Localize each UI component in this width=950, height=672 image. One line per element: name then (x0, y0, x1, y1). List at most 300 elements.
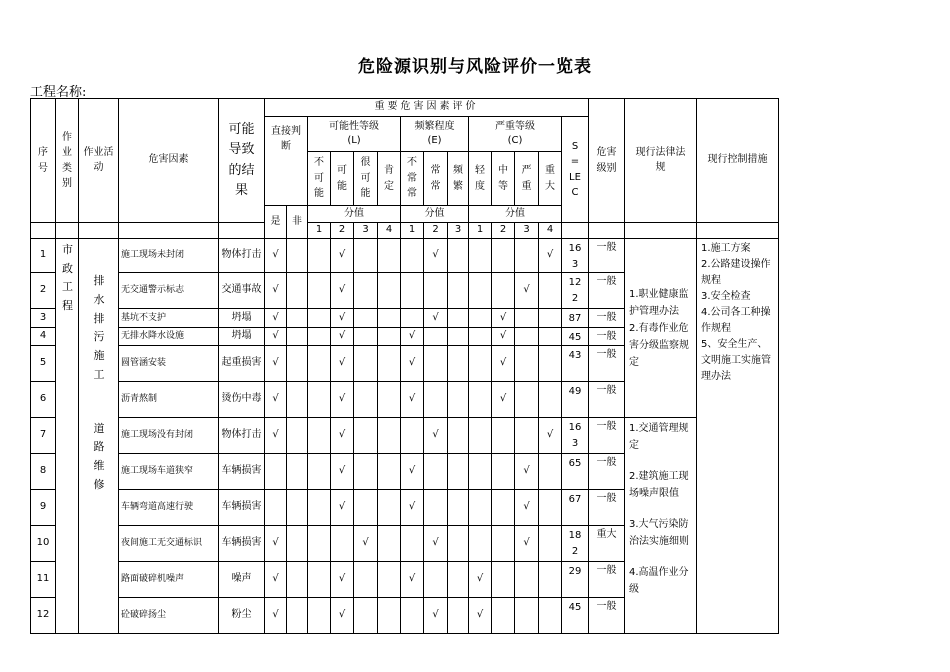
e-score-cell (401, 239, 424, 273)
result-cell: 物体打击 (219, 418, 265, 454)
direct-yes-cell: √ (265, 346, 287, 382)
activity-text: 排水排污施工 (93, 274, 105, 381)
e-score-cell: √ (424, 526, 448, 562)
direct-yes-cell: √ (265, 598, 287, 634)
e-score-cell (448, 562, 469, 598)
l-score-cell (378, 562, 401, 598)
row-number: 11 (31, 562, 56, 598)
job-type-cell (56, 239, 79, 634)
header-e-num: 1 (401, 223, 424, 239)
direct-yes-cell: √ (265, 327, 287, 346)
l-score-cell (308, 490, 331, 526)
header-e-group (401, 117, 469, 152)
e-score-cell (448, 273, 469, 309)
header-c-sub: 重大 (539, 152, 562, 206)
direct-no-cell (287, 273, 308, 309)
e-score-cell: √ (401, 490, 424, 526)
header-c-group (469, 117, 562, 152)
row-number: 12 (31, 598, 56, 634)
direct-no-cell (287, 490, 308, 526)
header-blank (589, 223, 625, 239)
c-score-cell (539, 526, 562, 562)
table-row (31, 239, 779, 273)
law-item: 2.有毒作业危害分级监察规定 (629, 322, 689, 368)
header-no: 非 (287, 206, 308, 239)
header-law: 现行法律法规 (625, 99, 697, 223)
e-score-cell (424, 327, 448, 346)
hazard-level: 重大 (589, 526, 625, 562)
slec-value (562, 239, 589, 273)
l-score-cell (308, 382, 331, 418)
header-blank (219, 223, 265, 239)
slec-value (562, 418, 589, 454)
header-major-eval: 重要危害因素评价 (265, 99, 589, 117)
l-score-cell (308, 309, 331, 328)
activity-cell (79, 418, 119, 634)
l-score-cell: √ (331, 382, 354, 418)
slec-value (562, 490, 589, 526)
c-score-cell: √ (469, 598, 492, 634)
control-item: 4.公司各工种操作规程 (701, 307, 771, 334)
l-score-cell (354, 490, 378, 526)
l-score-cell (354, 346, 378, 382)
direct-yes-cell: √ (265, 562, 287, 598)
e-score-cell: √ (424, 239, 448, 273)
header-e-sub: 频繁 (448, 152, 469, 206)
result-cell: 坍塌 (219, 309, 265, 328)
header-l-num: 2 (331, 223, 354, 239)
result-cell: 噪声 (219, 562, 265, 598)
hazard-level: 一般 (589, 239, 625, 273)
direct-no-cell (287, 327, 308, 346)
slec-value (562, 598, 589, 634)
l-score-cell (331, 526, 354, 562)
result-cell: 起重损害 (219, 346, 265, 382)
header-l-score: 分值 (308, 206, 401, 223)
law-item: 1.职业健康监护管理办法 (629, 288, 689, 317)
law-item: 4.高温作业分级 (629, 567, 689, 595)
hazard-level: 一般 (589, 273, 625, 309)
c-score-cell: √ (515, 454, 539, 490)
hazard-cell: 施工现场没有封闭 (119, 418, 219, 454)
l-score-cell (354, 327, 378, 346)
slec-text: 182 (568, 530, 582, 557)
header-c-sub: 中等 (492, 152, 515, 206)
row-number: 9 (31, 490, 56, 526)
c-score-cell (515, 327, 539, 346)
c-score-cell: √ (469, 562, 492, 598)
hazard-cell: 车辆弯道高速行驶 (119, 490, 219, 526)
e-score-cell: √ (424, 309, 448, 328)
row-number: 7 (31, 418, 56, 454)
result-cell: 物体打击 (219, 239, 265, 273)
c-score-cell: √ (539, 418, 562, 454)
c-score-cell: √ (539, 239, 562, 273)
c-score-cell: √ (492, 309, 515, 328)
l-score-cell (378, 598, 401, 634)
direct-no-cell (287, 562, 308, 598)
hazard-cell: 施工现场未封闭 (119, 239, 219, 273)
direct-no-cell (287, 454, 308, 490)
e-score-cell (448, 239, 469, 273)
l-score-cell (308, 273, 331, 309)
c-score-cell (492, 273, 515, 309)
l-score-cell (308, 346, 331, 382)
header-hazard: 危害因素 (119, 99, 219, 223)
header-l-num: 1 (308, 223, 331, 239)
slec-value (562, 382, 589, 418)
law-item: 2.建筑施工现场噪声限值 (629, 471, 689, 499)
e-score-cell (448, 526, 469, 562)
l-score-cell: √ (331, 418, 354, 454)
c-score-cell (515, 239, 539, 273)
header-job-type: 作业类别 (56, 99, 79, 223)
l-score-cell (378, 526, 401, 562)
c-score-cell (539, 346, 562, 382)
header-e-score: 分值 (401, 206, 469, 223)
e-score-cell: √ (424, 418, 448, 454)
l-score-cell: √ (331, 273, 354, 309)
header-yes: 是 (265, 206, 287, 239)
l-group-code: (L) (347, 135, 361, 146)
direct-yes-cell (265, 490, 287, 526)
law-item: 3.大气污染防治法实施细则 (629, 519, 689, 547)
slec-value (562, 273, 589, 309)
slec-value (562, 309, 589, 328)
header-level: 危害级别 (589, 99, 625, 223)
header-l-num: 3 (354, 223, 378, 239)
slec-text: 49 (568, 386, 582, 397)
hazard-cell: 圆管涵安装 (119, 346, 219, 382)
hazard-cell: 路面破碎机噪声 (119, 562, 219, 598)
l-score-cell (378, 490, 401, 526)
header-blank (119, 223, 219, 239)
slec-text: 67 (568, 494, 582, 505)
result-cell: 交通事故 (219, 273, 265, 309)
e-score-cell: √ (401, 382, 424, 418)
l-score-cell: √ (331, 562, 354, 598)
l-score-cell (308, 526, 331, 562)
c-score-cell (469, 526, 492, 562)
hazard-level: 一般 (589, 490, 625, 526)
result-cell: 烫伤中毒 (219, 382, 265, 418)
c-score-cell (515, 598, 539, 634)
l-score-cell (378, 454, 401, 490)
direct-no-cell (287, 382, 308, 418)
header-l-sub: 可能 (331, 152, 354, 206)
l-score-cell (308, 562, 331, 598)
e-score-cell: √ (401, 562, 424, 598)
c-score-cell (515, 309, 539, 328)
e-score-cell (401, 309, 424, 328)
l-score-cell (378, 327, 401, 346)
l-score-cell: √ (331, 346, 354, 382)
c-score-cell: √ (515, 526, 539, 562)
c-score-cell: √ (515, 490, 539, 526)
result-cell: 坍塌 (219, 327, 265, 346)
row-number: 6 (31, 382, 56, 418)
c-score-cell (492, 598, 515, 634)
direct-yes-cell: √ (265, 418, 287, 454)
header-blank (562, 223, 589, 239)
direct-no-cell (287, 239, 308, 273)
table-row (31, 418, 779, 454)
hazard-cell: 基坑不支护 (119, 309, 219, 328)
hazard-cell: 砼破碎扬尘 (119, 598, 219, 634)
header-c-num: 3 (515, 223, 539, 239)
result-cell: 车辆损害 (219, 454, 265, 490)
c-score-cell (539, 454, 562, 490)
header-blank (31, 223, 56, 239)
header-l-sub: 不可能 (308, 152, 331, 206)
slec-text: 163 (568, 243, 582, 270)
c-score-cell (469, 273, 492, 309)
header-e-num: 3 (448, 223, 469, 239)
header-c-num: 2 (492, 223, 515, 239)
direct-yes-cell (265, 454, 287, 490)
row-number: 10 (31, 526, 56, 562)
result-cell: 粉尘 (219, 598, 265, 634)
direct-yes-cell: √ (265, 239, 287, 273)
c-score-cell (492, 490, 515, 526)
c-score-cell (469, 239, 492, 273)
l-score-cell (354, 239, 378, 273)
e-group-label: 频繁程度 (414, 120, 455, 132)
l-score-cell (308, 454, 331, 490)
header-direct: 直接判断 (265, 117, 308, 206)
l-score-cell (378, 418, 401, 454)
e-score-cell (401, 598, 424, 634)
slec-text: 87 (568, 313, 582, 324)
l-score-cell (354, 562, 378, 598)
l-score-cell (354, 273, 378, 309)
slec-text: 29 (568, 566, 582, 577)
e-score-cell (448, 309, 469, 328)
e-score-cell (401, 273, 424, 309)
direct-no-cell (287, 309, 308, 328)
hazard-cell: 施工现场车道狭窄 (119, 454, 219, 490)
header-l-sub: 很可能 (354, 152, 378, 206)
direct-no-cell (287, 418, 308, 454)
e-score-cell (448, 327, 469, 346)
c-score-cell (469, 418, 492, 454)
l-score-cell (308, 598, 331, 634)
header-blank (697, 223, 779, 239)
header-l-num: 4 (378, 223, 401, 239)
c-score-cell (539, 327, 562, 346)
c-score-cell (515, 562, 539, 598)
slec-text: 122 (568, 277, 582, 304)
control-item: 3.安全检查 (701, 291, 751, 302)
l-score-cell (354, 309, 378, 328)
result-cell: 车辆损害 (219, 526, 265, 562)
e-score-cell (448, 418, 469, 454)
row-number: 5 (31, 346, 56, 382)
header-c-sub: 严重 (515, 152, 539, 206)
e-score-cell: √ (424, 598, 448, 634)
e-score-cell (424, 346, 448, 382)
c-score-cell: √ (492, 327, 515, 346)
hazard-table (30, 98, 779, 634)
header-c-num: 4 (539, 223, 562, 239)
l-score-cell (308, 239, 331, 273)
slec-text: 43 (568, 350, 582, 361)
header-blank (56, 223, 79, 239)
c-score-cell (539, 490, 562, 526)
c-score-cell (539, 598, 562, 634)
header-seq: 序号 (31, 99, 56, 223)
direct-no-cell (287, 346, 308, 382)
c-score-cell (469, 309, 492, 328)
e-score-cell (448, 346, 469, 382)
direct-yes-cell: √ (265, 273, 287, 309)
slec-value (562, 562, 589, 598)
header-e-sub: 常常 (424, 152, 448, 206)
l-score-cell (378, 309, 401, 328)
slec-value (562, 454, 589, 490)
law-cell (625, 239, 697, 418)
c-score-cell: √ (492, 382, 515, 418)
header-result: 可能导致的结果 (219, 99, 265, 223)
header-e-sub: 不常常 (401, 152, 424, 206)
c-score-cell (492, 454, 515, 490)
l-score-cell: √ (331, 490, 354, 526)
header-blank (79, 223, 119, 239)
c-score-cell (539, 273, 562, 309)
direct-no-cell (287, 526, 308, 562)
header-l-group (308, 117, 401, 152)
l-score-cell: √ (331, 598, 354, 634)
slec-text: 45 (568, 331, 582, 343)
slec-text: 65 (568, 458, 582, 469)
result-cell: 车辆损害 (219, 490, 265, 526)
project-name-label: 工程名称: (30, 85, 87, 100)
direct-no-cell (287, 598, 308, 634)
c-score-cell: √ (492, 346, 515, 382)
direct-yes-cell: √ (265, 309, 287, 328)
header-e-num: 2 (424, 223, 448, 239)
l-score-cell: √ (331, 309, 354, 328)
direct-yes-cell: √ (265, 382, 287, 418)
hazard-cell: 无排水降水设施 (119, 327, 219, 346)
e-score-cell: √ (401, 346, 424, 382)
e-score-cell: √ (401, 327, 424, 346)
slec-value (562, 346, 589, 382)
header-control: 现行控制措施 (697, 99, 779, 223)
l-score-cell (378, 346, 401, 382)
c-score-cell: √ (515, 273, 539, 309)
hazard-level: 一般 (589, 418, 625, 454)
header-c-score: 分值 (469, 206, 562, 223)
hazard-level: 一般 (589, 598, 625, 634)
l-score-cell (354, 598, 378, 634)
l-score-cell (308, 327, 331, 346)
l-score-cell (354, 382, 378, 418)
e-score-cell (448, 382, 469, 418)
e-score-cell (424, 490, 448, 526)
e-score-cell (424, 562, 448, 598)
e-score-cell (424, 454, 448, 490)
c-score-cell (539, 562, 562, 598)
c-score-cell (515, 382, 539, 418)
l-score-cell (378, 239, 401, 273)
row-number: 8 (31, 454, 56, 490)
e-score-cell (424, 382, 448, 418)
c-score-cell (492, 418, 515, 454)
activity-text: 道路维修 (93, 421, 105, 491)
activity-cell (79, 239, 119, 418)
direct-yes-cell: √ (265, 526, 287, 562)
c-score-cell (539, 382, 562, 418)
c-score-cell (515, 418, 539, 454)
control-cell (697, 239, 779, 634)
slec-value (562, 526, 589, 562)
c-group-code: (C) (507, 135, 523, 146)
hazard-level: 一般 (589, 382, 625, 418)
hazard-level: 一般 (589, 346, 625, 382)
header-activity: 作业活动 (79, 99, 119, 223)
control-item: 2.公路建设操作规程 (701, 259, 771, 286)
c-score-cell (539, 309, 562, 328)
hazard-level: 一般 (589, 454, 625, 490)
l-score-cell: √ (331, 327, 354, 346)
c-score-cell (492, 526, 515, 562)
e-group-code: (E) (427, 135, 442, 146)
l-score-cell (378, 382, 401, 418)
page-title: 危险源识别与风险评价一览表 (358, 57, 592, 77)
row-number: 4 (31, 327, 56, 346)
l-score-cell (354, 418, 378, 454)
c-score-cell (469, 346, 492, 382)
law-item: 1.交通管理规定 (629, 423, 689, 451)
c-score-cell (469, 382, 492, 418)
header-blank (625, 223, 697, 239)
c-score-cell (515, 346, 539, 382)
c-group-label: 严重等级 (495, 120, 535, 132)
row-number: 1 (31, 239, 56, 273)
e-score-cell: √ (401, 454, 424, 490)
hazard-level: 一般 (589, 309, 625, 328)
law-cell (625, 418, 697, 634)
c-score-cell (469, 454, 492, 490)
l-score-cell: √ (331, 454, 354, 490)
slec-value (562, 327, 589, 346)
c-score-cell (492, 562, 515, 598)
e-score-cell (401, 526, 424, 562)
c-score-cell (469, 490, 492, 526)
control-item: 5、安全生产、文明施工实施管理办法 (701, 339, 771, 382)
c-score-cell (492, 239, 515, 273)
hazard-cell: 夜间施工无交通标识 (119, 526, 219, 562)
row-number: 2 (31, 273, 56, 309)
header-slec: S=LEC (562, 117, 589, 223)
l-score-cell (354, 454, 378, 490)
l-score-cell: √ (354, 526, 378, 562)
header-l-sub: 肯定 (378, 152, 401, 206)
header-c-sub: 轻度 (469, 152, 492, 206)
l-group-label: 可能性等级 (329, 120, 379, 132)
job-type-text: 市政工程 (62, 243, 73, 313)
slec-text: 45 (568, 602, 582, 613)
l-score-cell (308, 418, 331, 454)
control-item: 1.施工方案 (701, 243, 751, 254)
slec-text: 163 (568, 422, 582, 449)
c-score-cell (469, 327, 492, 346)
hazard-level: 一般 (589, 327, 625, 346)
e-score-cell (401, 418, 424, 454)
e-score-cell (448, 598, 469, 634)
e-score-cell (448, 454, 469, 490)
